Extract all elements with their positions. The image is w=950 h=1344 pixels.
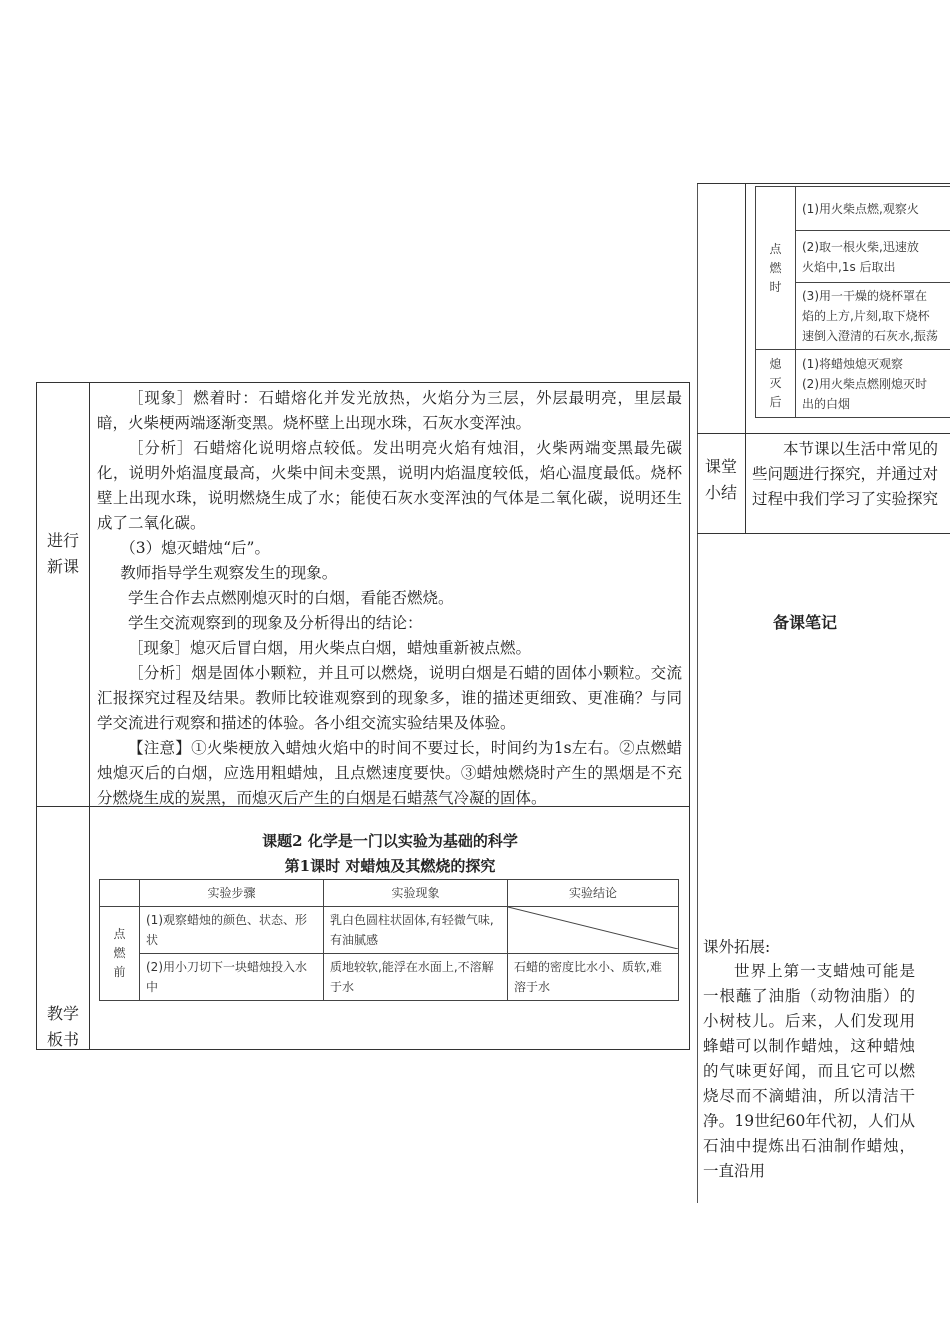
right-bottom-border bbox=[697, 533, 950, 534]
table-cell: 质地较软,能浮在水面上,不溶解于水 bbox=[324, 954, 508, 1001]
board-table bbox=[99, 879, 679, 1001]
right-inner-vertical bbox=[745, 183, 746, 533]
note-paragraph bbox=[97, 736, 682, 811]
after-label: 熄 灭 后 bbox=[756, 350, 796, 418]
table-cell: 石蜡的密度比水小、质软,难溶于水 bbox=[508, 954, 679, 1001]
header-phenomena: 实验现象 bbox=[324, 880, 508, 907]
table-cell: (1)将蜡烛熄灭观察 (2)用火柴点燃刚熄灭时 出的白烟 bbox=[796, 350, 950, 418]
paragraph: （3）熄灭蜡烛“后”。 bbox=[120, 539, 270, 557]
extension-label: 课外拓展: bbox=[703, 938, 771, 956]
during-label: 点 燃 时 bbox=[756, 187, 796, 350]
header-empty bbox=[100, 880, 140, 907]
continued-table bbox=[755, 186, 950, 418]
board-title-line1: 课题2 化学是一门以实验为基础的科学 bbox=[262, 832, 518, 850]
board-title bbox=[90, 829, 690, 879]
label-board: 教学 板书 bbox=[46, 1004, 79, 1049]
paragraph: 教师指导学生观察发生的现象。 bbox=[120, 564, 338, 582]
table-cell: (2)用小刀切下一块蜡烛投入水中 bbox=[140, 954, 324, 1001]
extension-text: 世界上第一支蜡烛可能是一根蘸了油脂（动物油脂）的小树枝儿。后来，人们发现用蜂蜡可以制作蜡烛，这种蜡烛的气味更好闻，而且它可以燃烧尽而不滴蜡油，所以清洁干净。19世纪60年代初，人们从石油中提炼出石油制作蜡烛，一直沿用 bbox=[703, 962, 915, 1180]
table-cell: (1)观察蜡烛的颜色、状态、形状 bbox=[140, 907, 324, 954]
table-cell: (2)取一根火柴,迅速放 火焰中,1s 后取出 bbox=[796, 231, 950, 283]
paragraph: 学生合作去点燃刚熄灭时的白烟，看能否燃烧。 bbox=[128, 589, 454, 607]
lesson-content bbox=[97, 386, 682, 811]
paragraph: 学生交流观察到的现象及分析得出的结论： bbox=[128, 614, 423, 632]
note-label: 【注意】 bbox=[128, 739, 192, 757]
right-border-top bbox=[697, 183, 950, 184]
table-cell: 乳白色圆柱状固体,有轻微气味,有油腻感 bbox=[324, 907, 508, 954]
paragraph: ［分析］石蜡熔化说明熔点较低。发出明亮火焰有烛泪，火柴两端变黑最先碳化，说明外焰温度最高，火柴中间未变黑，说明内焰温度较低，焰心温度最低。烧杯壁上出现水珠，说明燃烧生成了水；能使石灰水变浑浊的气体是二氧化碳，说明还生成了二氧化碳。 bbox=[97, 439, 682, 532]
table-cell: (3)用一干燥的烧杯罩在 焰的上方,片刻,取下烧杯 速倒入澄清的石灰水,振荡 bbox=[796, 283, 950, 350]
notes-title: 备课笔记 bbox=[772, 613, 837, 632]
paragraph: ［现象］熄灭后冒白烟，用火柴点白烟，蜡烛重新被点燃。 bbox=[128, 639, 532, 657]
lesson-table bbox=[36, 382, 690, 1050]
note-text: ①火柴梗放入蜡烛火焰中的时间不要过长，时间约为1s左右。②点燃蜡烛熄灭后的白烟，应选用粗蜡烛，且点燃速度要快。③蜡烛燃烧时产生的黑烟是不充分燃烧生成的炭黑，而熄灭后产生的白烟是石蜡蒸气冷凝的固体。 bbox=[97, 739, 682, 807]
right-border-vertical bbox=[697, 183, 698, 1203]
right-row-divider bbox=[697, 433, 950, 434]
table-cell: (1)用火柴点燃,观察火 bbox=[796, 187, 950, 231]
label-summary: 课堂 小结 bbox=[704, 457, 737, 502]
header-conclusion: 实验结论 bbox=[508, 880, 679, 907]
before-label: 点 燃 前 bbox=[100, 907, 140, 1001]
header-steps: 实验步骤 bbox=[140, 880, 324, 907]
paragraph: ［分析］烟是固体小颗粒，并且可以燃烧，说明白烟是石蜡的固体小颗粒。交流汇报探究过程及结果。教师比较谁观察到的现象多，谁的描述更细致、更准确？与同学交流进行观察和描述的体验。各小组交流实验结果及体验。 bbox=[97, 664, 682, 732]
summary-text: 本节课以生活中常见的 些问题进行探究，并通过对 过程中我们学习了实验探究 bbox=[752, 440, 939, 508]
label-new-lesson: 进行 新课 bbox=[46, 531, 79, 576]
paragraph: ［现象］燃着时：石蜡熔化并发光放热，火焰分为三层，外层最明亮，里层最暗，火柴梗两端逐渐变黑。烧杯壁上出现水珠，石灰水变浑浊。 bbox=[97, 389, 682, 432]
board-title-line2: 第1课时 对蜡烛及其燃烧的探究 bbox=[284, 857, 496, 875]
diagonal-cell bbox=[508, 907, 679, 954]
